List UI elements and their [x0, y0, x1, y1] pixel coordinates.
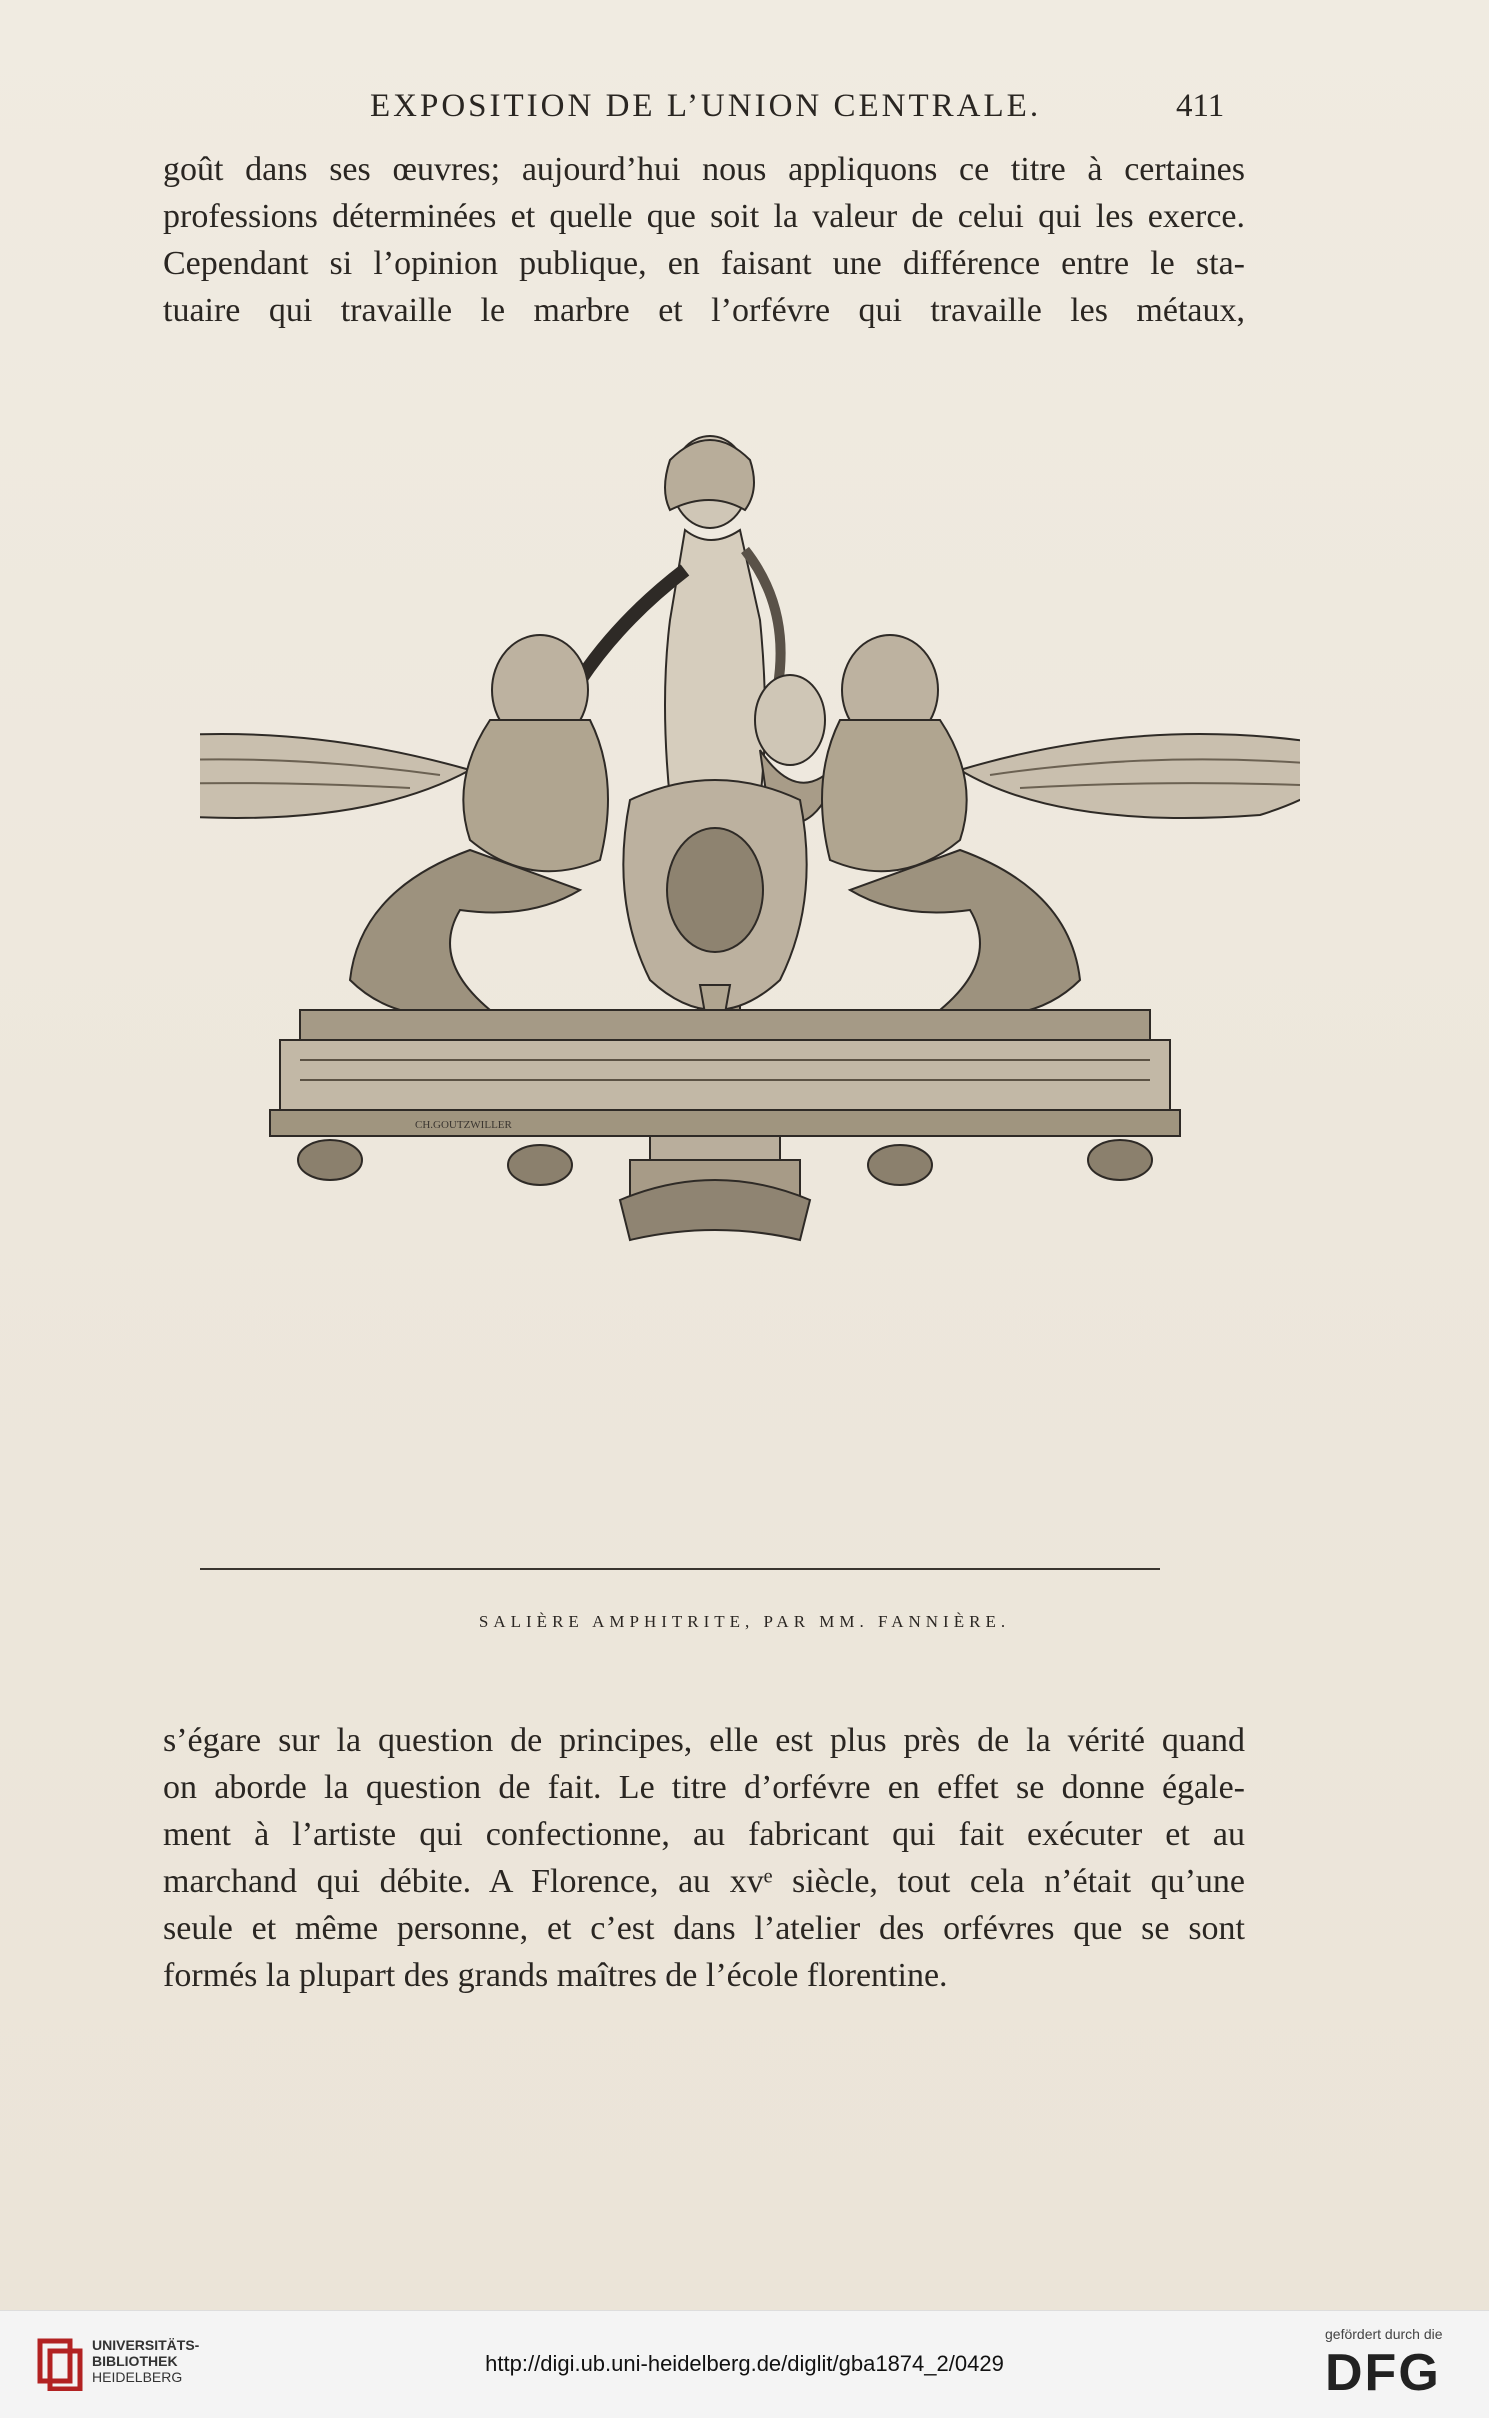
text-line: ment à l’artiste qui confectionne, au fabricant qui fait exécuter et au [163, 1816, 1245, 1853]
text-line: Cependant si l’opinion publique, en faisant une différence entre le sta- [163, 245, 1245, 282]
dfg-logo: DFG [1325, 2344, 1441, 2402]
text-line: formés la plupart des grands maîtres de l’école florentine. [163, 1957, 948, 1994]
top-paragraph [163, 146, 1245, 334]
text-line: goût dans ses œuvres; aujourd’hui nous appliquons ce titre à certaines [163, 151, 1245, 188]
permalink-url[interactable]: http://digi.ub.uni-heidelberg.de/diglit/gba1874_2/0429 [485, 2351, 1004, 2376]
funder-label: gefördert durch die [1325, 2326, 1443, 2342]
figure-caption: SALIÈRE AMPHITRITE, PAR MM. FANNIÈRE. [478, 1612, 1011, 1631]
running-head [0, 88, 1489, 128]
text-line: marchand qui débite. A Florence, au xvᵉ siècle, tout cela n’était qu’une [163, 1863, 1245, 1900]
text-line: s’égare sur la question de principes, elle est plus près de la vérité quand [163, 1722, 1245, 1759]
library-name-line: UNIVERSITÄTS- [92, 2337, 200, 2353]
engraver-signature: CH.GOUTZWILLER [415, 1119, 512, 1131]
page-number: 411 [1176, 88, 1225, 124]
text-line: on aborde la question de fait. Le titre d’orfévre en effet se donne égale- [163, 1769, 1245, 1806]
text-line: tuaire qui travaille le marbre et l’orfévre qui travaille les métaux, [163, 292, 1245, 329]
digitization-footer [0, 2310, 1489, 2418]
text-line: professions déterminées et quelle que soit la valeur de celui qui les exerce. [163, 198, 1245, 235]
engraving-salt-cellar [200, 420, 1300, 1580]
library-name-line: BIBLIOTHEK [92, 2353, 178, 2369]
figure-baseline-rule [200, 1568, 1160, 1570]
running-title: EXPOSITION DE L’UNION CENTRALE. [370, 88, 1042, 124]
text-line: seule et même personne, et c’est dans l’atelier des orfévres que se sont [163, 1910, 1245, 1947]
library-name-line: HEIDELBERG [92, 2369, 183, 2385]
bottom-paragraph [163, 1717, 1245, 1999]
